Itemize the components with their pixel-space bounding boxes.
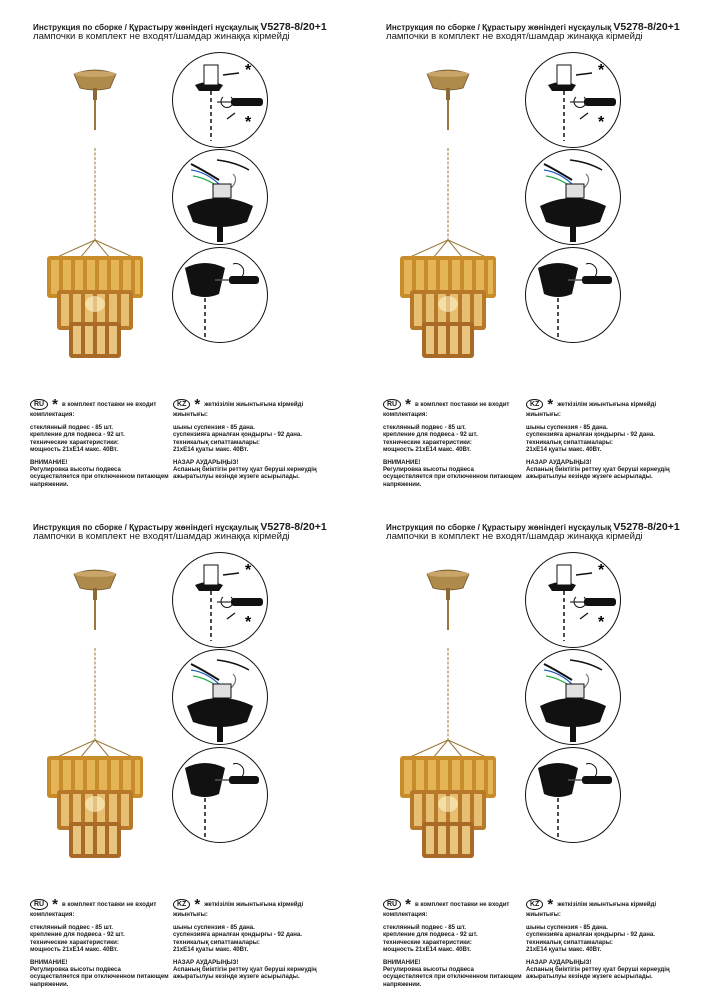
svg-text:*: * — [598, 114, 605, 131]
language-badge: KZ — [173, 899, 190, 910]
kit-item: суспензияға арналған қондырғы - 92 дана. — [173, 931, 302, 939]
kit-label: комплектация: — [383, 911, 428, 918]
kit-label: жиынтығы: — [526, 411, 561, 418]
warning-title: ВНИМАНИЕ! — [383, 459, 421, 467]
kit-label: жиынтығы: — [173, 411, 208, 418]
spec-label: техникалық сипаттамалары: — [173, 438, 260, 446]
kit-item: крепление для подвеса - 92 шт. — [30, 931, 125, 939]
wiring-terminal-icon — [172, 149, 268, 245]
not-included-note: в комплект поставки не входит — [414, 900, 510, 908]
instruction-sheet — [353, 0, 706, 500]
kit-label: жиынтығы: — [526, 911, 561, 918]
warning-text: Аспаның биіктігін реттеу қуат беруші кернеудің ажыратылуы кезінде жүзеге асырылады. — [526, 966, 670, 981]
model-number: V5278-8/20+1 — [613, 21, 680, 33]
kazakh-section — [173, 395, 333, 481]
language-badge: RU — [383, 899, 401, 910]
kit-item: стеклянный подвес - 85 шт. — [383, 924, 466, 932]
kit-item: крепление для подвеса - 92 шт. — [30, 431, 125, 439]
spec-label: техникалық сипаттамалары: — [526, 438, 613, 446]
language-badge: RU — [383, 399, 401, 410]
canopy-screw-icon — [525, 747, 621, 843]
wiring-terminal-icon — [172, 649, 268, 745]
svg-text:*: * — [598, 562, 605, 579]
svg-text:*: * — [245, 562, 252, 579]
warning-title: ВНИМАНИЕ! — [30, 459, 68, 467]
kit-label: жиынтығы: — [173, 911, 208, 918]
warning-text: Аспаның биіктігін реттеу қуат беруші кернеудің ажыратылуы кезінде жүзеге асырылады. — [173, 966, 317, 981]
kit-item: крепление для подвеса - 92 шт. — [383, 931, 478, 939]
asterisk-icon: * — [52, 895, 58, 913]
ceiling-cup-screwdriver-icon — [525, 52, 621, 148]
instruction-sheet — [0, 0, 353, 500]
spec-value: 21xE14 қуаты макс. 40Вт. — [173, 445, 249, 453]
spec-value: мощность 21xE14 макс. 40Вт. — [383, 445, 471, 453]
sheet-subtitle: лампочки в комплект не входят/шамдар жинаққа кірмейді — [386, 531, 643, 542]
kazakh-section — [526, 395, 686, 481]
spec-label: технические характеристики: — [383, 938, 472, 946]
spec-value: 21xE14 қуаты макс. 40Вт. — [526, 945, 602, 953]
asterisk-icon: * — [194, 895, 201, 913]
kazakh-section — [173, 895, 333, 981]
asterisk-icon: * — [547, 895, 554, 913]
ceiling-cup-screwdriver-icon — [172, 552, 268, 648]
kit-item: стеклянный подвес - 85 шт. — [30, 424, 113, 432]
kit-item: суспензияға арналған қондырғы - 92 дана. — [173, 431, 302, 439]
svg-text:*: * — [598, 62, 605, 79]
kit-item: крепление для подвеса - 92 шт. — [383, 431, 478, 439]
spec-label: техникалық сипаттамалары: — [173, 938, 260, 946]
title-text: Инструкция по сборке / Құрастыру жөніндегі нұсқаулық — [386, 23, 612, 32]
warning-title: НАЗАР АУДАРЫҢЫЗ! — [173, 459, 239, 467]
warning-text: Аспаның биіктігін реттеу қуат беруші кернеудің ажыратылуы кезінде жүзеге асырылады. — [526, 466, 670, 481]
asterisk-icon: * — [405, 395, 411, 413]
spec-value: мощность 21xE14 макс. 40Вт. — [383, 945, 471, 953]
warning-text: Регулировка высоты подвеса осуществляется при отключенном питающем напряжении. — [30, 466, 169, 488]
ceiling-cup-screwdriver-icon — [525, 552, 621, 648]
language-badge: RU — [30, 899, 48, 910]
asterisk-icon: * — [405, 895, 411, 913]
asterisk-icon: * — [52, 395, 58, 413]
not-included-note: в комплект поставки не входит — [61, 400, 157, 408]
spec-label: технические характеристики: — [30, 938, 119, 946]
warning-text: Регулировка высоты подвеса осуществляется при отключенном питающем напряжении. — [383, 966, 522, 988]
warning-title: НАЗАР АУДАРЫҢЫЗ! — [526, 959, 592, 967]
russian-section — [30, 395, 170, 488]
kit-item: суспензияға арналған қондырғы - 92 дана. — [526, 931, 655, 939]
chandelier-illustration — [35, 564, 155, 864]
language-badge: KZ — [173, 399, 190, 410]
kit-item: шыны суспензия - 85 дана. — [526, 924, 608, 932]
russian-section — [383, 895, 523, 988]
warning-title: НАЗАР АУДАРЫҢЫЗ! — [173, 959, 239, 967]
warning-title: ВНИМАНИЕ! — [383, 959, 421, 967]
spec-value: 21xE14 қуаты макс. 40Вт. — [526, 445, 602, 453]
canopy-screw-icon — [172, 747, 268, 843]
spec-value: 21xE14 қуаты макс. 40Вт. — [173, 945, 249, 953]
language-badge: KZ — [526, 399, 543, 410]
kit-item: стеклянный подвес - 85 шт. — [30, 924, 113, 932]
not-included-note: в комплект поставки не входит — [61, 900, 157, 908]
kit-item: суспензияға арналған қондырғы - 92 дана. — [526, 431, 655, 439]
kit-item: стеклянный подвес - 85 шт. — [383, 424, 466, 432]
canopy-screw-icon — [172, 247, 268, 343]
spec-value: мощность 21xE14 макс. 40Вт. — [30, 445, 118, 453]
kazakh-section — [526, 895, 686, 981]
kit-label: комплектация: — [383, 411, 428, 418]
kit-item: шыны суспензия - 85 дана. — [173, 924, 255, 932]
instruction-sheet — [0, 500, 353, 1000]
spec-label: технические характеристики: — [30, 438, 119, 446]
russian-section — [30, 895, 170, 988]
svg-text:*: * — [598, 614, 605, 631]
kit-item: шыны суспензия - 85 дана. — [173, 424, 255, 432]
svg-text:*: * — [245, 114, 252, 131]
kit-item: шыны суспензия - 85 дана. — [526, 424, 608, 432]
chandelier-illustration — [388, 564, 508, 864]
warning-text: Регулировка высоты подвеса осуществляется при отключенном питающем напряжении. — [30, 966, 169, 988]
russian-section — [383, 395, 523, 488]
wiring-terminal-icon — [525, 649, 621, 745]
instruction-sheet — [353, 500, 706, 1000]
sheet-subtitle: лампочки в комплект не входят/шамдар жинаққа кірмейді — [386, 31, 643, 42]
language-badge: RU — [30, 399, 48, 410]
model-number: V5278-8/20+1 — [260, 521, 327, 533]
spec-label: технические характеристики: — [383, 438, 472, 446]
model-number: V5278-8/20+1 — [613, 521, 680, 533]
model-number: V5278-8/20+1 — [260, 21, 327, 33]
not-included-note: в комплект поставки не входит — [414, 400, 510, 408]
warning-text: Регулировка высоты подвеса осуществляется при отключенном питающем напряжении. — [383, 466, 522, 488]
sheet-subtitle: лампочки в комплект не входят/шамдар жинаққа кірмейді — [33, 531, 290, 542]
title-text: Инструкция по сборке / Құрастыру жөніндегі нұсқаулық — [33, 23, 259, 32]
chandelier-illustration — [35, 64, 155, 364]
svg-text:*: * — [245, 62, 252, 79]
wiring-terminal-icon — [525, 149, 621, 245]
language-badge: KZ — [526, 899, 543, 910]
title-text: Инструкция по сборке / Құрастыру жөніндегі нұсқаулық — [33, 523, 259, 532]
spec-value: мощность 21xE14 макс. 40Вт. — [30, 945, 118, 953]
not-included-note: жеткізілім жиынтығына кірмейді — [204, 900, 304, 908]
not-included-note: жеткізілім жиынтығына кірмейді — [557, 900, 657, 908]
spec-label: техникалық сипаттамалары: — [526, 938, 613, 946]
warning-text: Аспаның биіктігін реттеу қуат беруші кернеудің ажыратылуы кезінде жүзеге асырылады. — [173, 466, 317, 481]
asterisk-icon: * — [547, 395, 554, 413]
warning-title: ВНИМАНИЕ! — [30, 959, 68, 967]
asterisk-icon: * — [194, 395, 201, 413]
sheet-subtitle: лампочки в комплект не входят/шамдар жинаққа кірмейді — [33, 31, 290, 42]
title-text: Инструкция по сборке / Құрастыру жөніндегі нұсқаулық — [386, 523, 612, 532]
kit-label: комплектация: — [30, 911, 75, 918]
chandelier-illustration — [388, 64, 508, 364]
canopy-screw-icon — [525, 247, 621, 343]
svg-text:*: * — [245, 614, 252, 631]
kit-label: комплектация: — [30, 411, 75, 418]
not-included-note: жеткізілім жиынтығына кірмейді — [204, 400, 304, 408]
warning-title: НАЗАР АУДАРЫҢЫЗ! — [526, 459, 592, 467]
ceiling-cup-screwdriver-icon — [172, 52, 268, 148]
not-included-note: жеткізілім жиынтығына кірмейді — [557, 400, 657, 408]
